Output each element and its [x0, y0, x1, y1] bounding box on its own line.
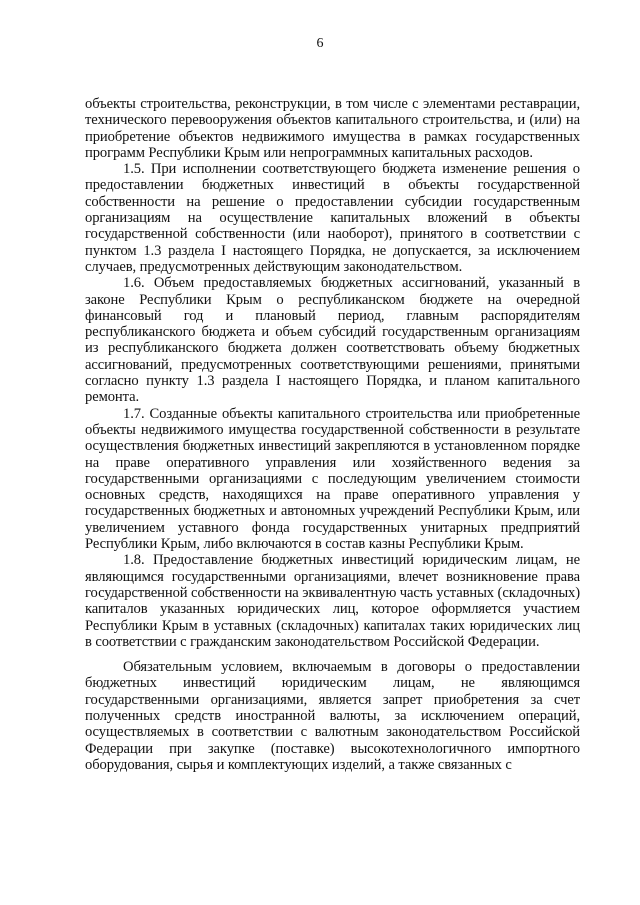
page-number: 6 — [316, 36, 324, 51]
document-body — [85, 96, 580, 773]
paragraph-1-5: 1.5. При исполнении соответствующего бюджета изменение решения о предоставлении бюджетных инвестиций в объекты государственной собственности на решение о предоставлении субсидии государственным организациям на осуществление капитальных вложений в объекты государственной собственности (или наоборот), принятого в соответствии с пунктом 1.3 раздела I настоящего Порядка, не допускается, за исключением случаев, предусмотренных действующим законодательством. — [85, 161, 580, 275]
paragraph-1-6: 1.6. Объем предоставляемых бюджетных ассигнований, указанный в законе Республики Крым о республиканском бюджете на очередной финансовый год и плановый период, главным распорядителям республиканского бюджета и объем субсидий государственным организациям из республиканского бюджета должен соответствовать объему бюджетных ассигнований, предусмотренных соответствующими решениями, принятыми согласно пункту 1.3 раздела I настоящего Порядка, и планом капитального ремонта. — [85, 275, 580, 406]
paragraph-1-7: 1.7. Созданные объекты капитального строительства или приобретенные объекты недвижимого имущества государственной собственности в результате осуществления бюджетных инвестиций закрепляются в установленном порядке на праве оперативного управления или хозяйственного ведения за государственными организациями с последующим увеличением стоимости основных средств, находящихся на праве оперативного управления у государственных бюджетных и автономных учреждений Республики Крым, или увеличением уставного фонда государственных унитарных предприятий Республики Крым, либо включаются в состав казны Республики Крым. — [85, 405, 580, 553]
paragraph-continuation: объекты строительства, реконструкции, в том числе с элементами реставрации, технического перевооружения объектов капитального строительства, и (или) на приобретение объектов недвижимого имущества в рамках государственных программ Республики Крым или непрограммных капитальных расходов. — [85, 96, 580, 161]
paragraph-mandatory-condition: Обязательным условием, включаемым в договоры о предоставлении бюджетных инвестиций юридическим лицам, не являющимся государственными организациями, является запрет приобретения за счет полученных средств иностранной валюты, за исключением операций, осуществляемых в соответствии с валютным законодательством Российской Федерации при закупке (поставке) высокотехнологичного импортного оборудования, сырья и комплектующих изделий, а также связанных с — [85, 659, 580, 773]
paragraph-1-8: 1.8. Предоставление бюджетных инвестиций юридическим лицам, не являющимся государственными организациями, влечет возникновение права государственной собственности на эквивалентную часть уставных (складочных) капиталов указанных юридических лиц, которое оформляется участием Республики Крым в уставных (складочных) капиталах таких юридических лиц в соответствии с гражданским законодательством Российской Федерации. — [85, 552, 580, 650]
